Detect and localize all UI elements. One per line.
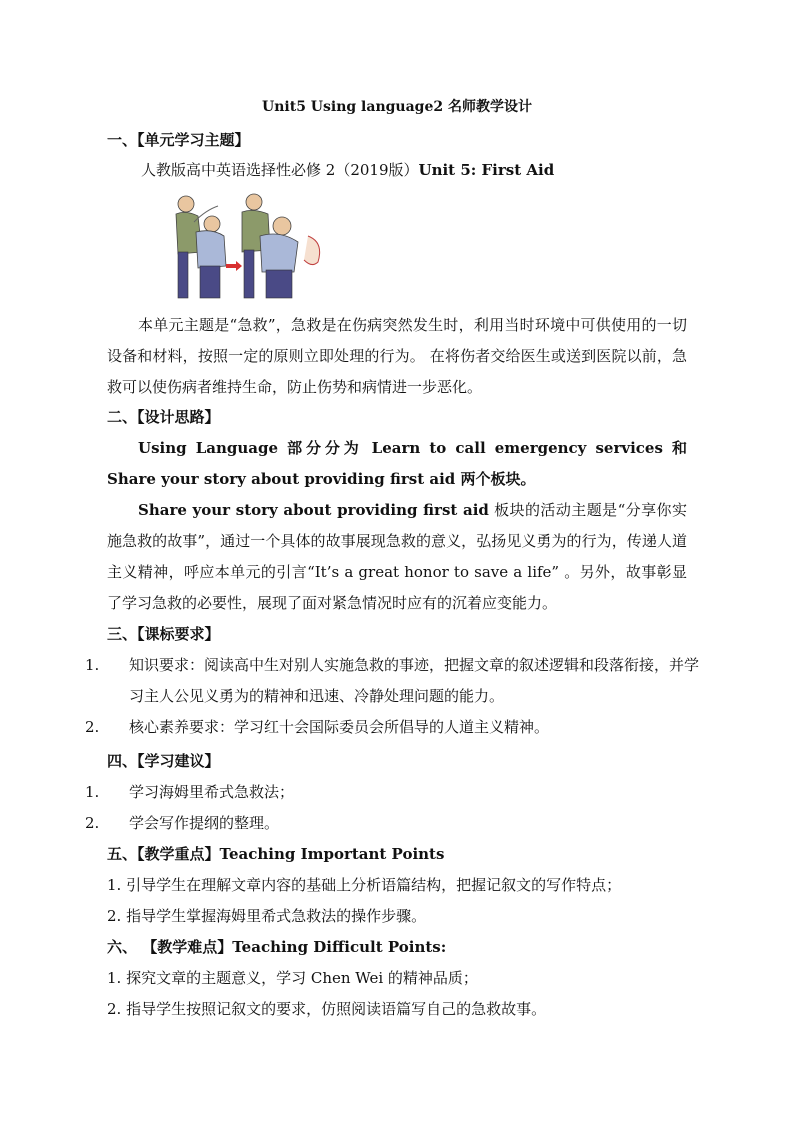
list-item	[85, 712, 709, 743]
section-5-heading	[107, 843, 444, 864]
list-item: 1. 探究文章的主题意义，学习 Chen Wei 的精神品质；	[107, 969, 478, 987]
p1-part-d: Share your story about providing first aid	[107, 470, 456, 488]
list-number: 2.	[85, 814, 100, 832]
section-2-paragraph-1	[107, 433, 687, 495]
list-text: 学习海姆里希式急救法；	[129, 783, 295, 801]
unit-subtitle	[141, 159, 554, 180]
p1-part-c: 和	[662, 439, 687, 457]
section-5-heading-cn: 五、【教学重点】	[107, 845, 220, 863]
list-number: 1.	[85, 783, 100, 801]
section-1-heading: 一、【单元学习主题】	[107, 131, 250, 149]
document-title: Unit5 Using language2 名师教学设计	[262, 99, 532, 115]
section-3-heading: 三、【课标要求】	[107, 625, 220, 643]
unit-subtitle-cn: 人教版高中英语选择性必修 2（2019版）	[141, 161, 419, 179]
section-6-heading-en: Teaching Difficult Points:	[232, 938, 447, 956]
list-text: 知识要求：阅读高中生对别人实施急救的事迹，把握文章的叙述逻辑和段落衔接，并学习主人公见义勇为的精神和迅速、冷静处理问题的能力。	[129, 656, 700, 705]
section-6-heading	[107, 936, 446, 957]
section-6-heading-cn: 六、 【教学难点】	[107, 938, 233, 956]
list-item: 1. 引导学生在理解文章内容的基础上分析语篇结构，把握记叙文的写作特点；	[107, 876, 622, 894]
section-2-paragraph-2	[107, 495, 687, 619]
list-text: 学会写作提纲的整理。	[129, 814, 280, 832]
p1-part-b: Learn to call emergency services	[371, 439, 663, 457]
section-1-paragraph: 本单元主题是“急救”，急救是在伤病突然发生时，利用当时环境中可供使用的一切设备和材料，按照一定的原则立即处理的行为。 在将伤者交给医生或送到医院以前，急救可以使伤病者维持生命，防止伤势和病情进一步恶化。	[107, 316, 687, 396]
list-number: 2.	[85, 718, 100, 736]
p2-part-a: Share your story about providing first aid	[138, 501, 489, 519]
list-number: 1.	[85, 656, 100, 674]
p1-part-e: 两个板块。	[455, 470, 536, 488]
list-item	[85, 777, 709, 808]
list-item: 2. 指导学生掌握海姆里希式急救法的操作步骤。	[107, 907, 427, 925]
list-text: 核心素养要求：学习红十会国际委员会所倡导的人道主义精神。	[129, 718, 550, 736]
list-item	[85, 808, 709, 839]
list-item: 2. 指导学生按照记叙文的要求，仿照阅读语篇写自己的急救故事。	[107, 1000, 547, 1018]
section-5-heading-en: Teaching Important Points	[219, 845, 445, 863]
unit-subtitle-en: Unit 5: First Aid	[418, 161, 555, 179]
list-item	[85, 650, 709, 712]
section-4-heading: 四、【学习建议】	[107, 752, 220, 770]
section-2-heading: 二、【设计思路】	[107, 408, 220, 426]
p1-part-a: Using Language 部分分为	[138, 439, 372, 457]
p2-part-b: 板块的活动主题是“分享你实施急救的故事”，通过一个具体的故事展现急救的意义，弘扬见义勇为的行为，传递人道主义精神，呼应本单元的引言“It’s a great honor to save a life” 。另外，故事彰显了学习急救的必要性，展现了面对紧急情况时应有的沉着应变能力。	[107, 501, 687, 612]
first-aid-illustration	[172, 192, 324, 302]
